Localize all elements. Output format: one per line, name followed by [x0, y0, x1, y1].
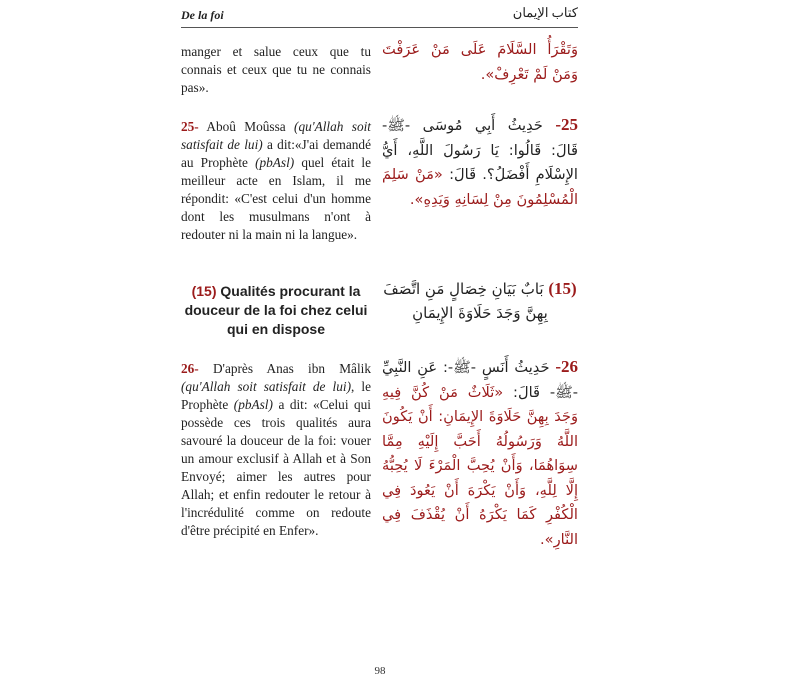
hadith25-arabic [382, 113, 578, 212]
hadith25-arabic-quote: «مَنْ سَلِمَ الْمُسْلِمُونَ مِنْ لِسَانِهِ وَيَدِهِ». [382, 166, 578, 208]
hadith26-arabic-quote: «ثَلَاثٌ مَنْ كُنَّ فِيهِ وَجَدَ بِهِنَّ حَلَاوَةَ الإِيمَانِ: أَنْ يَكُونَ اللَّهُ وَرَسُولُهُ أَحَبَّ إِلَيْهِ مِمَّا سِوَاهُمَا، وَأَنْ يُحِبَّ الْمَرْءَ لَا يُحِبُّهُ إِلَّا لِلَّهِ، وَأَنْ يَكْرَهَ أَنْ يَعُودَ فِي الْكُفْرِ كَمَا يَكْرَهُ أَنْ يُقْذَفَ فِي النَّارِ». [382, 383, 578, 548]
running-header-french: De la foi [181, 8, 224, 22]
running-header-arabic: كتاب الإيمان [512, 5, 578, 20]
hadith25-arabic-number: 25- [555, 115, 578, 134]
hadith25-arabic-intro: حَدِيثُ أَبِي مُوسَى -ﷺ- قَالَ: قَالُوا: يَا رَسُولَ اللَّهِ، أَيُّ الإِسْلَامِ أَفْضَلُ؟. قَالَ: [382, 117, 578, 183]
block1-arabic: وَتَقْرَأُ السَّلَامَ عَلَى مَنْ عَرَفْتَ وَمَنْ لَمْ تَعْرِفْ». [382, 41, 578, 83]
chapter15-french-title: Qualités procurant la douceur de la foi chez celui qui en dispose [184, 283, 368, 337]
hadith25-text-part1: a dit:«J'ai demandé au Prophète [181, 137, 371, 170]
hadith25-text-part2: quel était le meilleur acte en Islam, il me répondit: «C'est celui d'un homme dont les musulmans n'ont à redouter ni la main ni la langue». [181, 155, 371, 242]
hadith26-arabic-intro: حَدِيثُ أَنَسٍ -ﷺ-: عَنِ النَّبِيِّ -ﷺ- قَالَ: [382, 359, 579, 401]
hadith26-honorific: (qu'Allah soit satisfait de lui) [181, 379, 351, 394]
hadith26-arabic-number: 26- [555, 357, 578, 376]
hadith26-pbasl: (pbAsl) [233, 397, 273, 412]
chapter15-arabic-number: (15) [548, 279, 577, 298]
chapter15-arabic-heading [382, 277, 578, 325]
hadith26-french [181, 360, 371, 540]
chapter15-arabic-title: بَابٌ بَيَانِ خِصَالٍ مَنِ اتَّصَفَ بِهِنَّ وَجَدَ حَلَاوَةَ الإِيمَانِ [383, 280, 548, 322]
hadith26-text-part1: , le Prophète [181, 379, 371, 412]
hadith25-narrator: Aboû Moûssa [206, 119, 286, 134]
hadith26-narrator: D'après Anas ibn Mâlik [212, 361, 371, 376]
chapter15-number: (15) [191, 283, 217, 299]
block1-french: manger et salue ceux que tu connais et ceux que tu ne connais pas». [181, 44, 371, 95]
hadith26-arabic [382, 355, 578, 552]
hadith25-honorific: (qu'Allah soit satisfait de lui) [181, 119, 372, 152]
hadith25-pbasl: (pbAsl) [255, 155, 295, 170]
page-number: 98 [374, 665, 386, 677]
hadith26-number: 26- [181, 361, 199, 376]
hadith26-text-part2: a dit: «Celui qui possède ces trois qualités aura savouré la douceur de la foi: vouer un amour exclusif à Allah et à Son Envoyé; aimer les autres pour Allah; et enfin redouter le retour à l'incrédulité comme on redoute d'être précipité en Enfer». [181, 397, 371, 538]
hadith25-french [181, 118, 371, 244]
header-rule [181, 27, 578, 28]
chapter15-french-heading [181, 282, 371, 339]
hadith25-number: 25- [181, 119, 199, 134]
